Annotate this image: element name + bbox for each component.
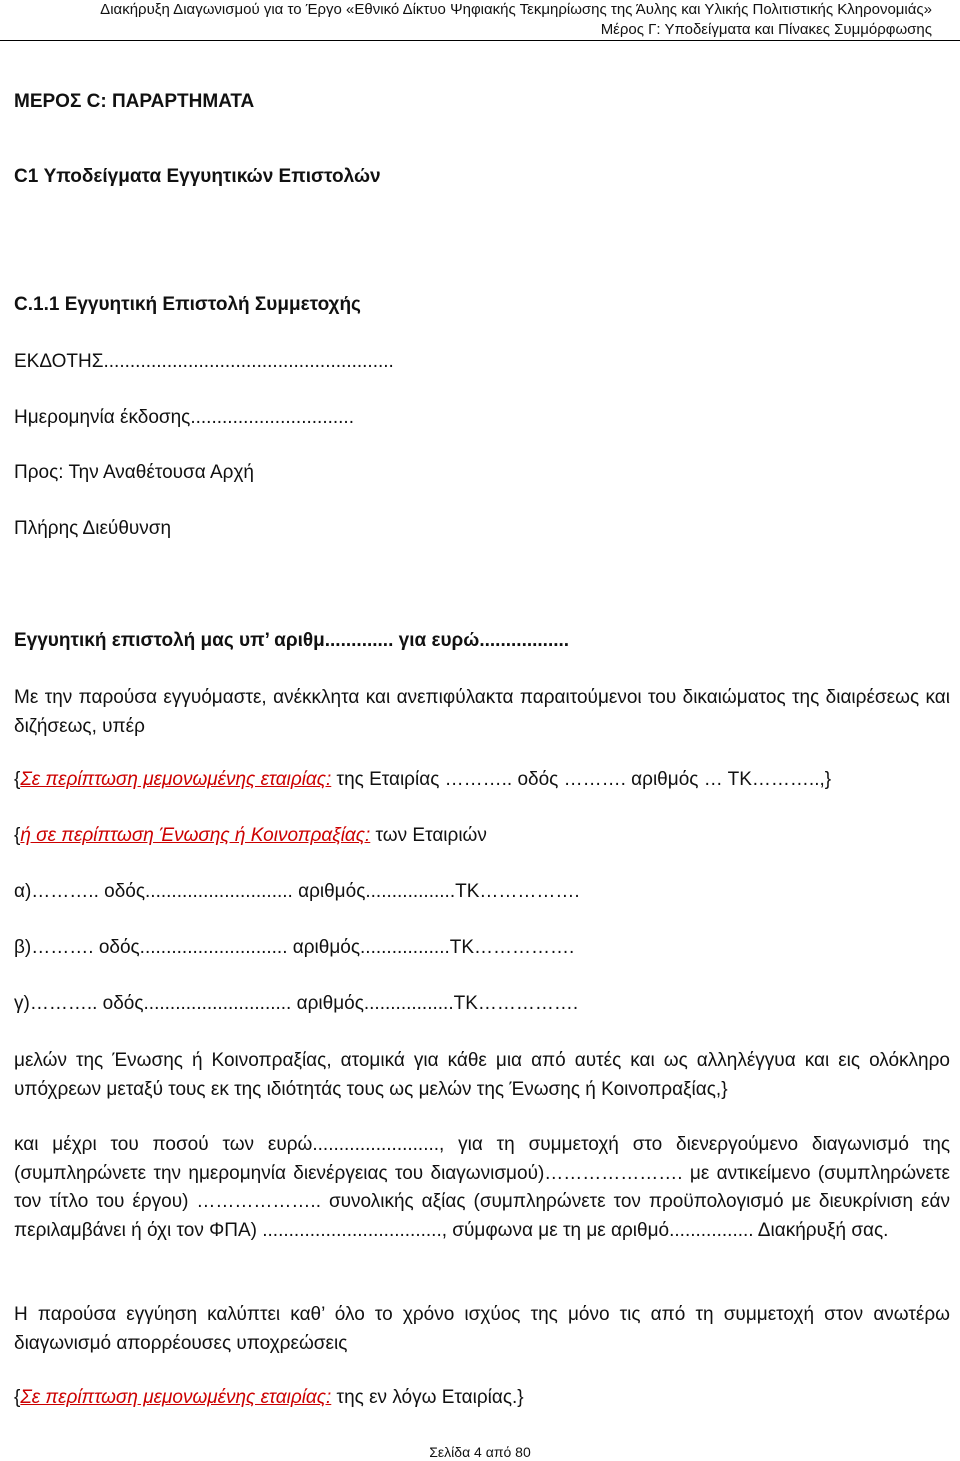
consortium-text: των Εταιριών [370, 825, 487, 846]
final-note-label: Σε περίπτωση μεμονωμένης εταιρίας: [20, 1387, 332, 1408]
page-header [0, 0, 960, 44]
amount-paragraph: και μέχρι του ποσού των ευρώ........................, για τη συμμετοχή στο διενεργούμενο διαγωνισμό της (συμπληρώνετε την ημερομηνία διενέργειας του διαγωνισμού)…………………. με αντικείμενο (συμπληρώνετε τον τίτλο του έργου) ……………….. συνολικής αξίας (συμπληρώνετε τον προϋπολογισμό με διευκρίνιση εάν περιλαμβάνει ή όχι τον ΦΠΑ) .................................., σύμφωνα με τη με αριθμό................ Διακήρυξή σας. [14, 1134, 950, 1241]
single-company-clause [14, 768, 831, 792]
header-title: Διακήρυξη Διαγωνισμού για το Έργο «Εθνικό Δίκτυο Ψηφιακής Τεκμηρίωσης της Άυλης και Υλικής Πολιτιστικής Κληρονομιάς» [100, 1, 932, 18]
address-field: Πλήρης Διεύθυνση [14, 518, 172, 539]
consortium-label: ή σε περίπτωση Ένωσης ή Κοινοπραξίας: [20, 825, 371, 846]
single-company-label: Σε περίπτωση μεμονωμένης εταιρίας: [20, 769, 332, 790]
single-company-text: της Εταιρίας ……….. οδός ………. αριθμός … ΤΚ………..,} [331, 769, 832, 790]
final-note [14, 1386, 524, 1410]
member-c: γ)……….. οδός............................ αριθμός.................ΤΚ……………. [14, 993, 579, 1014]
coverage-paragraph: Η παρούσα εγγύηση καλύπτει καθ’ όλο το χρόνο ισχύος της μόνο τις από τη συμμετοχή στον ανωτέρω διαγωνισμό απορρέουσες υποχρεώσεις [14, 1304, 950, 1354]
part-heading: ΜΕΡΟΣ C: ΠΑΡΑΡΤΗΜΑΤΑ [14, 91, 255, 112]
recipient-field: Προς: Την Αναθέτουσα Αρχή [14, 462, 254, 483]
final-note-text: της εν λόγω Εταιρίας.} [331, 1387, 524, 1408]
header-subtitle: Μέρος Γ: Υποδείγματα και Πίνακες Συμμόρφωσης [600, 21, 932, 38]
brace-open: { [14, 769, 21, 790]
header-rule [0, 40, 960, 41]
consortium-clause [14, 824, 487, 848]
brace-open: { [14, 825, 21, 846]
member-a: α)……….. οδός............................ αριθμός.................ΤΚ……………. [14, 881, 580, 902]
issue-date-field: Ημερομηνία έκδοσης............................... [14, 407, 354, 428]
intro-paragraph: Με την παρούσα εγγυόμαστε, ανέκκλητα και ανεπιφύλακτα παραιτούμενοι του δικαιώματος της διαιρέσεως και διζήσεως, υπέρ [14, 687, 950, 737]
guarantee-reference: Εγγυητική επιστολή μας υπ’ αριθμ............. για ευρώ................. [14, 630, 570, 651]
brace-open: { [14, 1387, 21, 1408]
section-heading: C1 Υποδείγματα Εγγυητικών Επιστολών [14, 166, 381, 187]
member-b: β)………. οδός............................ αριθμός.................ΤΚ……………. [14, 937, 575, 958]
members-paragraph: μελών της Ένωσης ή Κοινοπραξίας, ατομικά για κάθε μια από αυτές και ως αλληλέγγυα και εις ολόκληρο υπόχρεων μεταξύ τους εκ της ιδιότητάς τους ως μελών της Ένωσης ή Κοινοπραξίας,} [14, 1050, 950, 1100]
page-number: Σελίδα 4 από 80 [429, 1444, 531, 1460]
issuer-field: ΕΚΔΟΤΗΣ....................................................... [14, 351, 394, 372]
subsection-heading: C.1.1 Εγγυητική Επιστολή Συμμετοχής [14, 294, 361, 315]
